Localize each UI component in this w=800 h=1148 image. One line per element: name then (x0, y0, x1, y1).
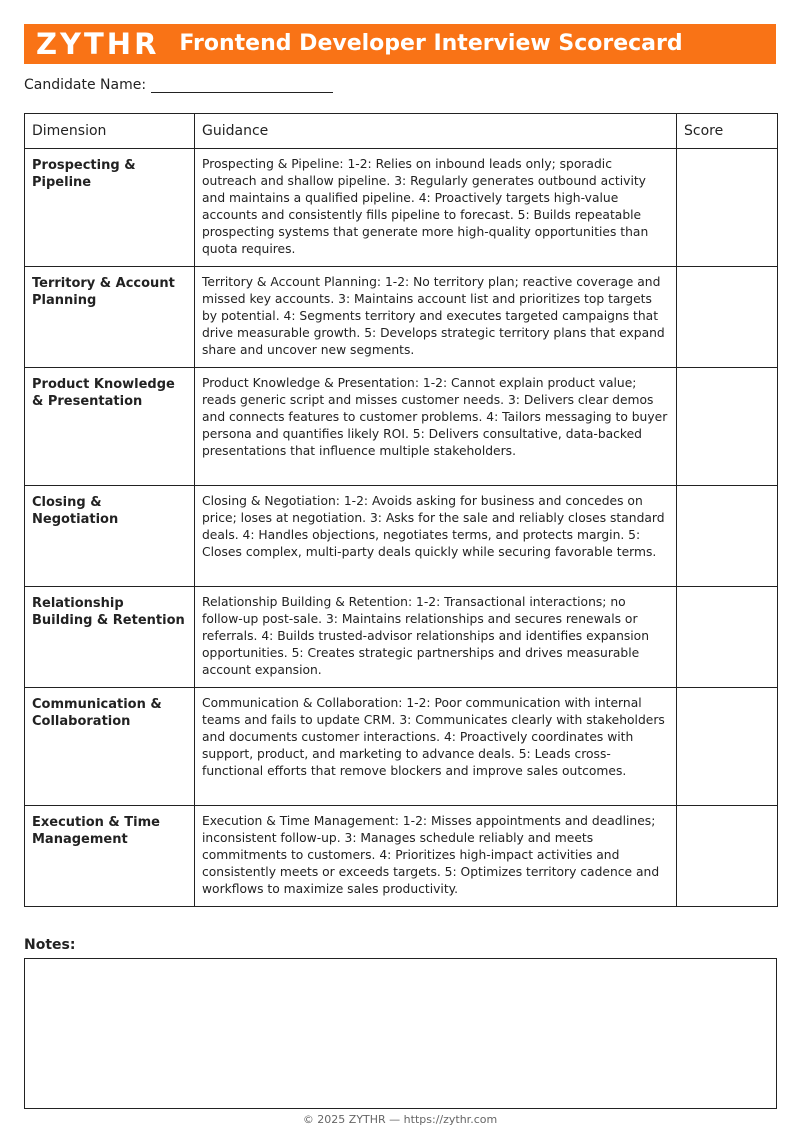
score-cell[interactable] (677, 368, 778, 486)
score-cell[interactable] (677, 587, 778, 688)
footer-copyright: © 2025 ZYTHR — https://zythr.com (302, 1113, 498, 1126)
header-guidance: Guidance (195, 114, 677, 149)
notes-label: Notes: (24, 937, 76, 953)
table-header-row (25, 114, 778, 149)
candidate-name-label: Candidate Name: (24, 77, 147, 93)
table-row (25, 149, 778, 267)
notes-box[interactable] (24, 958, 777, 1109)
guidance-cell: Territory & Account Planning: 1-2: No territory plan; reactive coverage and missed key accounts. 3: Maintains account list and prioritizes top targets by potential. 4: Segments territory and executes targeted campaigns that drive measurable growth. 5: Develops strategic territory plans that expand share and uncover new segments. (195, 267, 677, 368)
table-row (25, 688, 778, 806)
guidance-cell: Execution & Time Management: 1-2: Misses appointments and deadlines; inconsistent follow-up. 3: Manages schedule reliably and meets commitments to customers. 4: Prioritizes high-impact activities and consistently meets or exceeds targets. 5: Optimizes territory cadence and workflows to maximize sales productivity. (195, 806, 677, 907)
table-row (25, 368, 778, 486)
table-row (25, 587, 778, 688)
table-row (25, 486, 778, 587)
guidance-cell: Relationship Building & Retention: 1-2: Transactional interactions; no follow-up post-sale. 3: Maintains relationships and secures renewals or referrals. 4: Builds trusted-advisor relationships and identifies expansion opportunities. 5: Creates strategic partnerships and drives measurable account expansion. (195, 587, 677, 688)
header-dimension: Dimension (25, 114, 195, 149)
score-cell[interactable] (677, 486, 778, 587)
score-cell[interactable] (677, 149, 778, 267)
score-cell[interactable] (677, 688, 778, 806)
guidance-cell: Product Knowledge & Presentation: 1-2: Cannot explain product value; reads generic script and misses customer needs. 3: Delivers clear demos and connects features to customer problems. 4: Tailors messaging to buyer persona and quantifies likely ROI. 5: Delivers consultative, data-backed presentations that influence multiple stakeholders. (195, 368, 677, 486)
table-row (25, 267, 778, 368)
dimension-cell: Relationship Building & Retention (25, 587, 195, 688)
dimension-cell: Closing & Negotiation (25, 486, 195, 587)
guidance-cell: Closing & Negotiation: 1-2: Avoids asking for business and concedes on price; loses at negotiation. 3: Asks for the sale and reliably closes standard deals. 4: Handles objections, negotiates terms, and protects margin. 5: Closes complex, multi-party deals quickly while securing favorable terms. (195, 486, 677, 587)
page-title: Frontend Developer Interview Scorecard (179, 31, 683, 56)
header-banner (24, 24, 776, 64)
candidate-name-field (24, 77, 333, 93)
guidance-cell: Communication & Collaboration: 1-2: Poor communication with internal teams and fails to update CRM. 3: Communicates clearly with stakeholders and documents customer interactions. 4: Proactively coordinates with support, product, and marketing to advance deals. 5: Leads cross-functional efforts that remove blockers and improve sales outcomes. (195, 688, 677, 806)
header-score: Score (677, 114, 778, 149)
score-cell[interactable] (677, 806, 778, 907)
zythr-logo: ZYTHR (36, 26, 160, 61)
dimension-cell: Communication & Collaboration (25, 688, 195, 806)
guidance-cell: Prospecting & Pipeline: 1-2: Relies on inbound leads only; sporadic outreach and shallow pipeline. 3: Regularly generates outbound activity and maintains a qualified pipeline. 4: Proactively targets high-value accounts and consistently fills pipeline to forecast. 5: Builds repeatable prospecting systems that generate more high-quality opportunities than quota requires. (195, 149, 677, 267)
dimension-cell: Execution & Time Management (25, 806, 195, 907)
dimension-cell: Product Knowledge & Presentation (25, 368, 195, 486)
dimension-cell: Prospecting & Pipeline (25, 149, 195, 267)
table-row (25, 806, 778, 907)
score-cell[interactable] (677, 267, 778, 368)
dimension-cell: Territory & Account Planning (25, 267, 195, 368)
candidate-name-input-line[interactable] (151, 78, 333, 93)
scorecard-table (24, 113, 778, 907)
